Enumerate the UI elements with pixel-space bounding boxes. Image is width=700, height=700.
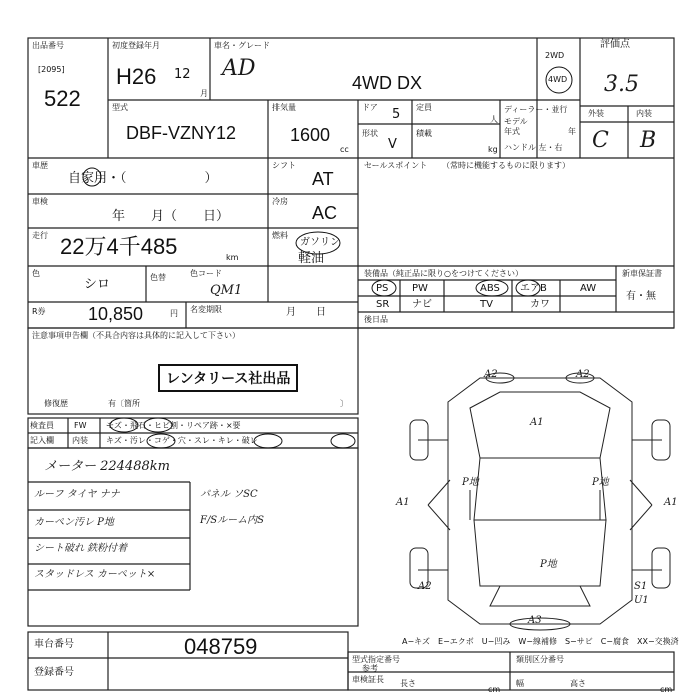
dealer-l3: 年式 — [504, 127, 520, 136]
repair-label: 修復歴 — [44, 399, 68, 408]
bottom-c: 類別区分番号 — [516, 655, 564, 664]
first-reg-label: 初度登録年月 — [112, 41, 160, 50]
sales-point-note: （常時に機能するものに限ります） — [442, 161, 570, 170]
inspector-b: モズ・飛石・ヒビ割・リペア跡・×要 — [106, 421, 241, 430]
rental-stamp: レンタリース社出品 — [158, 364, 298, 392]
drive-4wd-selected: 4WD — [548, 75, 568, 84]
writing-label: 記入欄 — [30, 436, 54, 445]
dealer-l2: モデル — [504, 117, 528, 126]
hw-line-3: シート破れ 鉄粉付着 — [34, 543, 128, 554]
displacement-label: 排気量 — [272, 103, 296, 112]
dealer-l5: ハンドル 左・右 — [504, 143, 563, 152]
after-parts-label: 後日品 — [364, 315, 388, 324]
exterior-label: 外装 — [588, 109, 604, 118]
bottom-e: 長さ — [400, 679, 416, 688]
car-grade: 4WD DX — [352, 73, 423, 93]
chassis-value: 048759 — [184, 634, 258, 659]
diag-rear: P地 — [540, 559, 557, 570]
recycle-unit: 円 — [170, 309, 178, 318]
diag-hood: A1 — [530, 417, 544, 428]
capacity-label: 定員 — [416, 103, 432, 112]
equip-airbag: エアB — [520, 283, 547, 294]
damage-legend: A−キズ E−エクボ U−凹み W−線補修 S−サビ C−腐食 XX−交換済 — [402, 637, 679, 646]
equip-tv: TV — [480, 299, 493, 310]
notes-label: 注意事項申告欄（不具合内容は具体的に記入して下さい） — [32, 331, 240, 340]
bottom-cm2: cm — [660, 685, 673, 694]
lot-number: 522 — [44, 86, 81, 111]
recycle-value: 10,850 — [88, 304, 144, 324]
repair-value: 有〔箇所 — [108, 399, 140, 408]
lot-sub: [2095] — [38, 65, 65, 74]
interior-grade: B — [640, 128, 657, 153]
equip-aw: AW — [580, 283, 597, 294]
displacement-unit: cc — [340, 145, 349, 154]
diag-top-a2-right: A2 — [576, 369, 590, 380]
exterior-grade: C — [592, 128, 609, 153]
bottom-a: 型式指定番号 — [352, 655, 400, 664]
name-change-text: 月 日 — [286, 307, 326, 318]
color-code: QM1 — [210, 283, 243, 298]
diag-roof-right: P地 — [592, 477, 609, 488]
diag-roof-left: P地 — [462, 477, 479, 488]
diag-side-left: A1 — [396, 497, 410, 508]
interior-label: 内装 — [636, 109, 652, 118]
diag-top-a2-left: A2 — [484, 369, 498, 380]
bottom-d: 車検証長 — [352, 675, 384, 684]
rating-value: 3.5 — [604, 72, 639, 97]
hw-line-0: メーター 224488km — [44, 459, 170, 474]
equipment-label: 装備品（純正品に限り○をつけてください） — [364, 269, 523, 278]
first-reg-unit: 月 — [200, 89, 208, 98]
bottom-cm1: cm — [488, 685, 501, 694]
model-label: 型式 — [112, 103, 128, 112]
warranty-label: 新車保証書 — [622, 269, 662, 278]
diag-side-right: A1 — [664, 497, 678, 508]
hw-line-5: パネル ソSC — [200, 489, 258, 500]
dealer-l1: ディーラー・並行 — [504, 105, 568, 114]
bottom-f: 幅 — [516, 679, 524, 688]
inspector-label: 検査員 — [30, 421, 54, 430]
mileage-unit: km — [226, 253, 239, 262]
bottom-b: 参考 — [362, 664, 378, 673]
inspection-label: 車検 — [32, 197, 48, 206]
equip-ps: PS — [376, 283, 389, 294]
history-label: 車歴 — [32, 161, 48, 170]
car-name-label: 車名・グレード — [214, 41, 270, 50]
inspection-text: 年 月（ 日） — [112, 209, 230, 224]
writing-b: キズ・汚レ・コゲ・穴・スレ・キレ・破レ — [106, 436, 258, 445]
inspector-a: FW — [74, 421, 87, 430]
equip-leather: カワ — [530, 299, 550, 310]
shape-value: V — [388, 137, 397, 152]
history-text: 自家用・（ ） — [68, 171, 218, 186]
model-value: DBF-VZNY12 — [126, 123, 237, 143]
diag-bl: A2 — [418, 581, 432, 592]
fuel-alt: 軽油 — [298, 251, 325, 266]
aircon-label: 冷房 — [272, 197, 288, 206]
equip-abs: ABS — [480, 283, 500, 294]
shape-label: 形状 — [362, 129, 378, 138]
drive-2wd-label: 2WD — [545, 51, 565, 60]
first-reg-era: H26 — [116, 64, 157, 89]
writing-a: 内装 — [72, 436, 88, 445]
hw-line-2: カーペン汚レ P地 — [34, 517, 114, 528]
load-label: 積載 — [416, 129, 432, 138]
doors-label: ドア — [362, 103, 378, 112]
fuel-value: ガソリン — [300, 237, 340, 248]
displacement-value: 1600 — [290, 125, 331, 145]
diag-br2: U1 — [634, 595, 649, 606]
recycle-label: R券 — [32, 307, 46, 316]
rating-label: 評価点 — [600, 39, 630, 50]
repair-end: 〕 — [340, 399, 348, 408]
mileage-value: 22万4千485 — [60, 234, 178, 259]
warranty-value: 有・無 — [626, 291, 656, 302]
diag-br1: S1 — [634, 581, 648, 592]
doors-value: 5 — [392, 107, 401, 122]
shift-label: シフト — [272, 161, 296, 170]
color-value: シロ — [84, 277, 111, 292]
equip-pw: PW — [412, 283, 428, 294]
first-reg-month: 12 — [174, 67, 191, 82]
chassis-label: 車台番号 — [34, 639, 74, 650]
car-diagram — [410, 373, 670, 630]
bottom-g: 高さ — [570, 679, 586, 688]
color-code-sub: 色コード — [190, 269, 222, 278]
mileage-label: 走行 — [32, 231, 48, 240]
equip-navi: ナビ — [412, 299, 432, 310]
capacity-unit: 人 — [490, 115, 498, 124]
hw-line-4: スタッドレス カーペット× — [34, 569, 156, 580]
hw-line-6: F/Sルーム内S — [200, 515, 265, 526]
hw-line-1: ルーフ タイヤ ナナ — [34, 489, 120, 500]
color-code-label: 色替 — [150, 273, 166, 282]
shift-value: AT — [312, 169, 334, 189]
aircon-value: AC — [312, 203, 338, 223]
sales-point-label: セールスポイント — [364, 161, 428, 170]
car-name: AD — [222, 56, 256, 81]
diag-bottom: A3 — [528, 615, 542, 626]
color-label: 色 — [32, 269, 40, 278]
name-change-label: 名変期限 — [190, 305, 222, 314]
equip-sr: SR — [376, 299, 390, 310]
fuel-label: 燃料 — [272, 231, 288, 240]
reg-no-label: 登録番号 — [34, 667, 74, 678]
lot-label: 出品番号 — [32, 41, 64, 50]
dealer-l4: 年 — [568, 127, 576, 136]
load-unit: kg — [488, 145, 498, 154]
